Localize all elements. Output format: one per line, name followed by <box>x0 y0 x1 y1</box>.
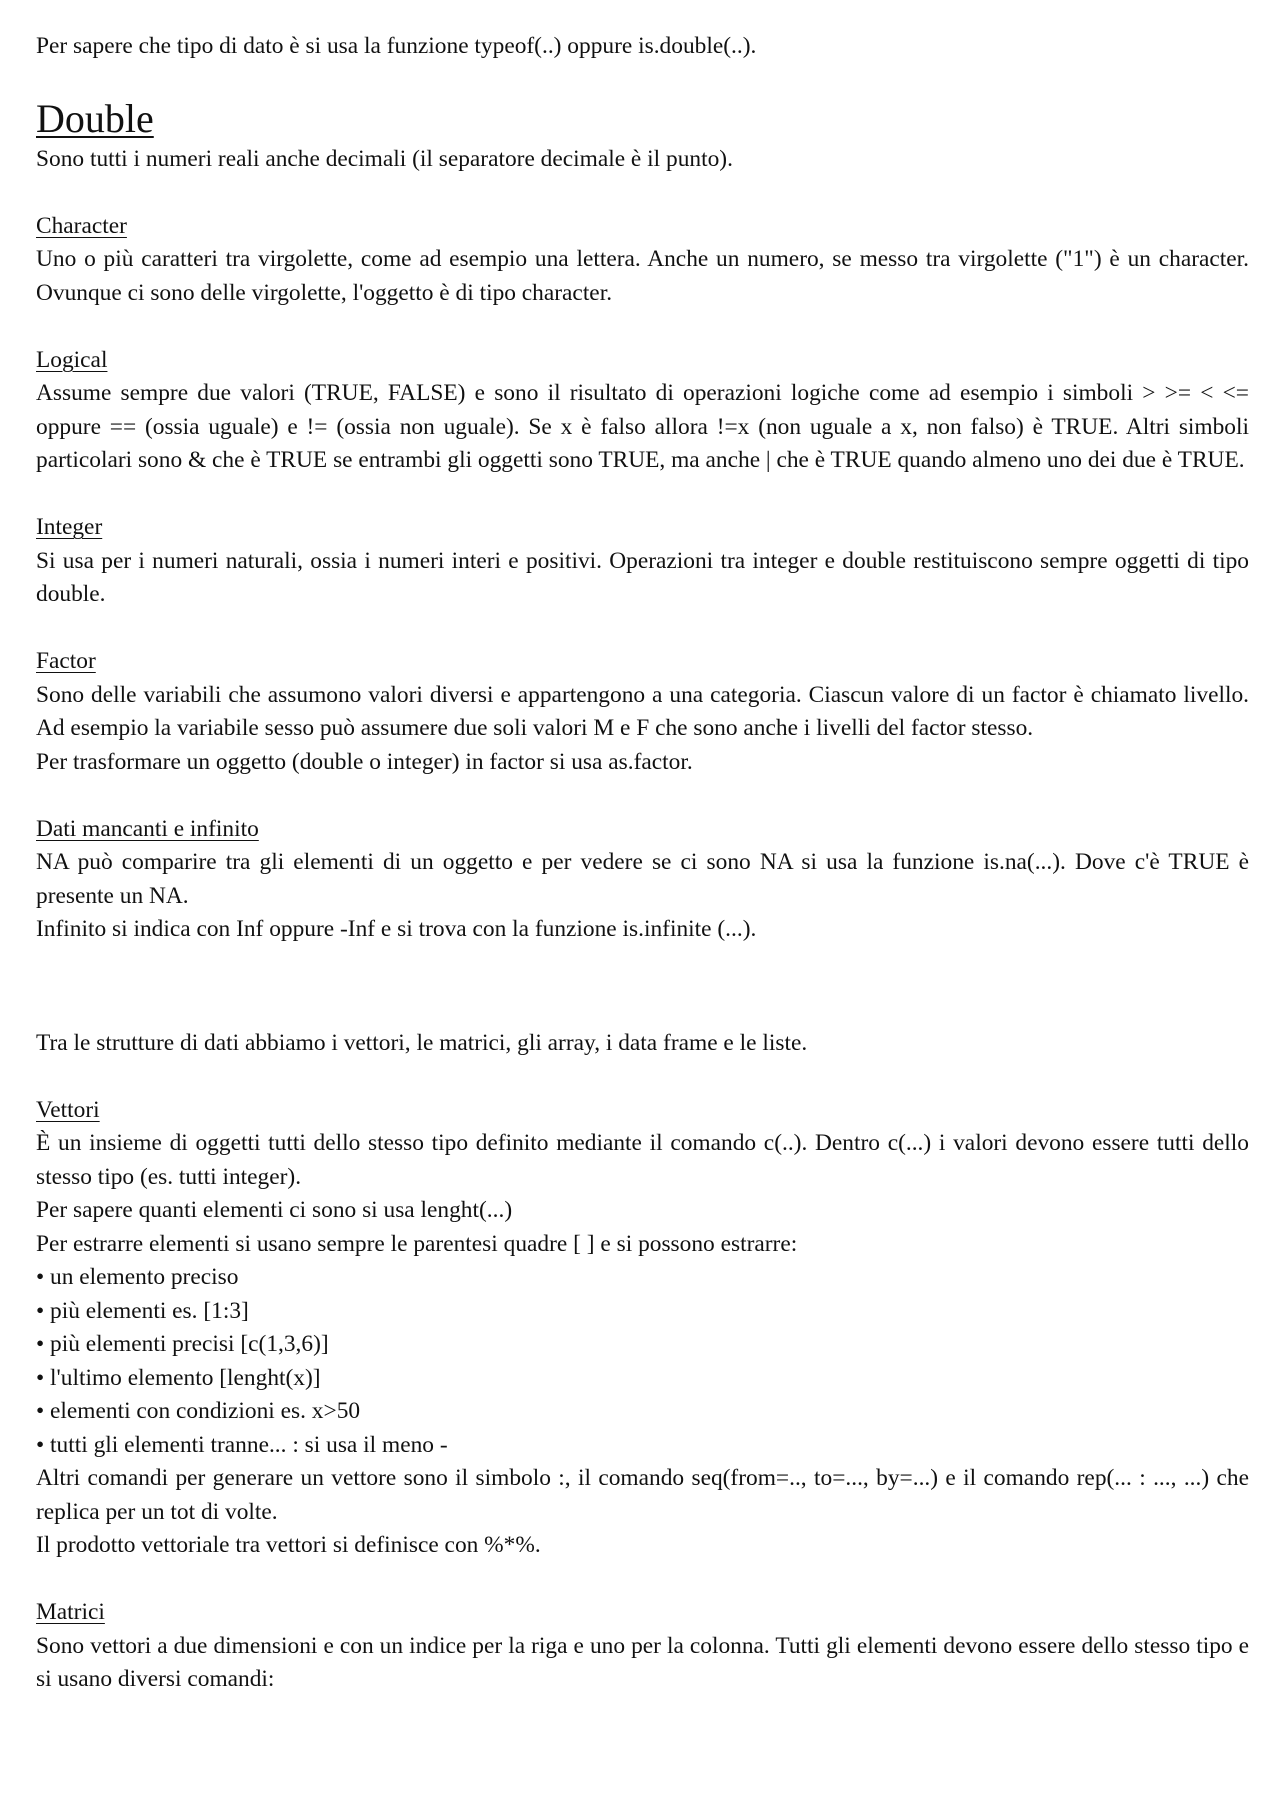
double-paragraph: Sono tutti i numeri reali anche decimali (il separatore decimale è il punto). <box>36 145 733 172</box>
matrici-paragraph: Sono vettori a due dimensioni e con un indice per la riga e uno per la colonna. Tutti gli elementi devono essere dello stesso tipo e si usano diversi comandi: <box>36 1632 1249 1692</box>
list-item: • un elemento preciso <box>36 1261 1249 1295</box>
heading-factor: Factor <box>36 648 96 674</box>
integer-paragraph: Si usa per i numeri naturali, ossia i numeri interi e positivi. Operazioni tra integer e double restituiscono sempre oggetti di tipo double. <box>36 547 1249 607</box>
character-paragraph: Uno o più caratteri tra virgolette, come ad esempio una lettera. Anche un numero, se messo tra virgolette ("1") è un character. Ovunque ci sono delle virgolette, l'oggetto è di tipo character. <box>36 246 1249 306</box>
list-item: • elementi con condizioni es. x>50 <box>36 1395 1249 1429</box>
heading-integer: Integer <box>36 514 103 540</box>
heading-logical: Logical <box>36 346 108 373</box>
heading-vettori: Vettori <box>36 1096 100 1123</box>
vettori-paragraph-1: È un insieme di oggetti tutti dello stesso tipo definito mediante il comando c(..). Dentro c(...) i valori devono essere tutti dello stesso tipo (es. tutti integer). <box>36 1130 1249 1190</box>
vettori-paragraph-2: Per sapere quanti elementi ci sono si usa lenght(...) <box>36 1197 513 1223</box>
missing-paragraph-1: NA può comparire tra gli elementi di un oggetto e per vedere se ci sono NA si usa la funzione is.na(...). Dove c'è TRUE è presente un NA. <box>36 849 1249 909</box>
list-item: • più elementi precisi [c(1,3,6)] <box>36 1328 1249 1362</box>
vettori-paragraph-5: Il prodotto vettoriale tra vettori si definisce con %*%. <box>36 1532 541 1558</box>
factor-paragraph-1: Sono delle variabili che assumono valori diversi e appartengono a una categoria. Ciascun valore di un factor è chiamato livello. Ad esempio la variabile sesso può assumere due soli valori M e F che sono anche i livelli del factor stesso. <box>36 681 1249 741</box>
missing-paragraph-2: Infinito si indica con Inf oppure -Inf e si trova con la funzione is.infinite (...). <box>36 916 757 942</box>
vettori-paragraph-3: Per estrarre elementi si usano sempre le parentesi quadre [ ] e si possono estrarre: <box>36 1230 798 1257</box>
intro-paragraph: Per sapere che tipo di dato è si usa la funzione typeof(..) oppure is.double(..). <box>36 33 757 59</box>
heading-character: Character <box>36 212 127 239</box>
factor-paragraph-2: Per trasformare un oggetto (double o integer) in factor si usa as.factor. <box>36 748 693 775</box>
list-item: • l'ultimo elemento [lenght(x)] <box>36 1362 1249 1396</box>
heading-missing: Dati mancanti e infinito <box>36 815 259 842</box>
list-item: • tutti gli elementi tranne... : si usa il meno - <box>36 1429 1249 1463</box>
structures-intro-paragraph: Tra le strutture di dati abbiamo i vettori, le matrici, gli array, i data frame e le liste. <box>36 1029 808 1056</box>
logical-paragraph: Assume sempre due valori (TRUE, FALSE) e sono il risultato di operazioni logiche come ad esempio i simboli > >= < <= oppure == (ossia uguale) e != (ossia non uguale). Se x è falso allora !=x (non uguale a x, non falso) è TRUE. Altri simboli particolari sono & che è TRUE se entrambi gli oggetti sono TRUE, ma anche | che è TRUE quando almeno uno dei due è TRUE. <box>36 380 1249 473</box>
list-item: • più elementi es. [1:3] <box>36 1295 1249 1329</box>
vettori-paragraph-4: Altri comandi per generare un vettore sono il simbolo :, il comando seq(from=.., to=..., by=...) e il comando rep(... : ..., ...) che replica per un tot di volte. <box>36 1465 1249 1525</box>
heading-matrici: Matrici <box>36 1599 105 1625</box>
heading-double: Double <box>36 95 154 141</box>
document-page <box>36 30 1249 1697</box>
